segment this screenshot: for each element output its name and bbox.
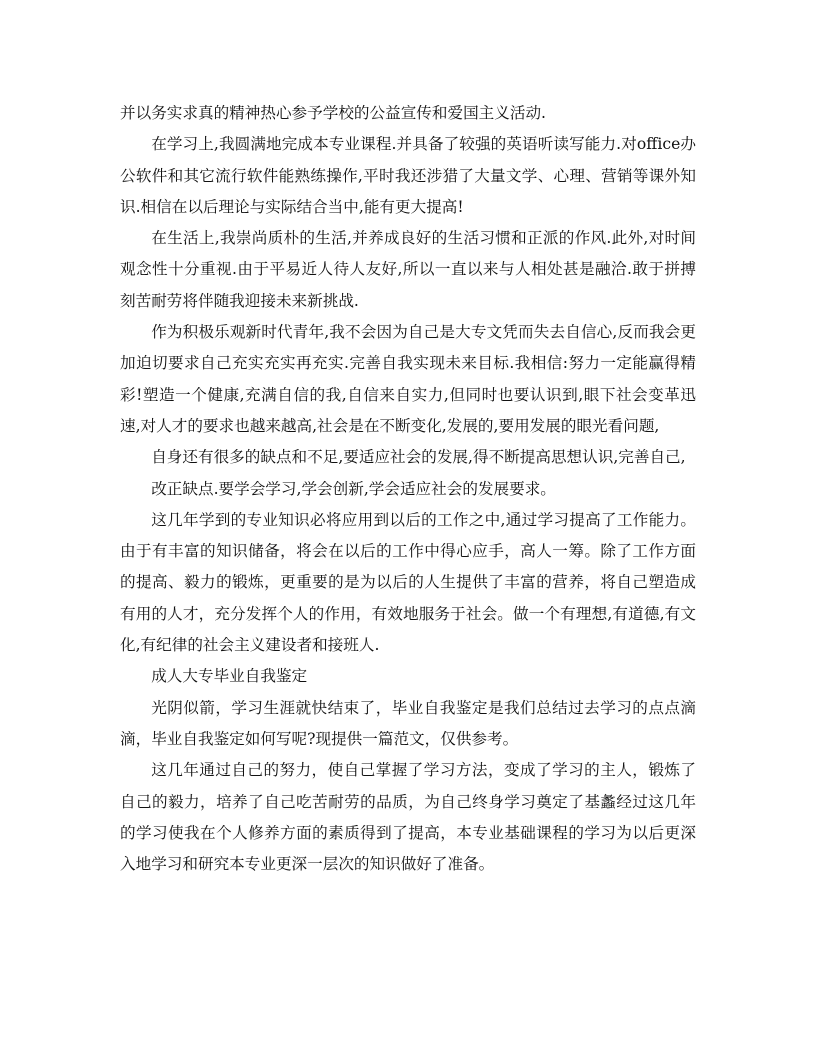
paragraph-7: 这几年学到的专业知识必将应用到以后的工作之中,通过学习提高了工作能力。由于有丰富的知识储备，将会在以后的工作中得心应手，高人一筹。除了工作方面的提高、毅力的锻炼，更重要的是为以后的人生提供了丰富的营养，将自己塑造成有用的人才，充分发挥个人的作用，有效地服务于社会。做一个有理想,有道德,有文化,有纪律的社会主义建设者和接班人. [120,510,696,655]
paragraph-5: 自身还有很多的缺点和不足,要适应社会的发展,得不断提高思想认识,完善自己, [151,448,686,467]
paragraph-9: 这几年通过自己的努力，使自己掌握了学习方法，变成了学习的主人，锻炼了自己的毅力，培养了自己吃苦耐劳的品质，为自己终身学习奠定了基蠡经过这几年的学习使我在个人修养方面的素质得到了提高，本专业基础课程的学习为以后更深入地学习和研究本专业更深一层次的知识做好了准备。 [120,761,696,874]
document-body [120,98,696,880]
section-heading: 成人大专毕业自我鉴定 [151,667,308,686]
paragraph-3: 在生活上,我崇尚质朴的生活,并养成良好的生活习惯和正派的作风.此外,对时间观念性十分重视.由于平易近人待人友好,所以一直以来与人相处甚是融洽.敢于拼搏刻苦耐劳将伴随我迎接未来新挑战. [120,229,696,310]
paragraph-4: 作为积极乐观新时代青年,我不会因为自己是大专文凭而失去自信心,反而我会更加迫切要求自己充实充实再充实.完善自我实现未来目标.我相信:努力一定能赢得精彩!塑造一个健康,充满自信的我,自信来自实力,但同时也要认识到,眼下社会变革迅速,对人才的要求也越来越高,社会是在不断变化,发展的,要用发展的眼光看问题, [120,323,696,435]
paragraph-2: 在学习上,我圆满地完成本专业课程.并具备了较强的英语听读写能力.对office办公软件和其它流行软件能熟练操作,平时我还涉猎了大量文学、心理、营销等课外知识.相信在以后理论与实际结合当中,能有更大提高! [120,135,696,216]
paragraph-1: 并以务实求真的精神热心参予学校的公益宣传和爱国主义活动. [120,104,546,122]
paragraph-6: 改正缺点.要学会学习,学会创新,学会适应社会的发展要求。 [151,479,556,498]
paragraph-8: 光阴似箭，学习生涯就快结束了，毕业自我鉴定是我们总结过去学习的点点滴滴，毕业自我鉴定如何写呢?现提供一篇范文，仅供参考。 [120,698,696,748]
